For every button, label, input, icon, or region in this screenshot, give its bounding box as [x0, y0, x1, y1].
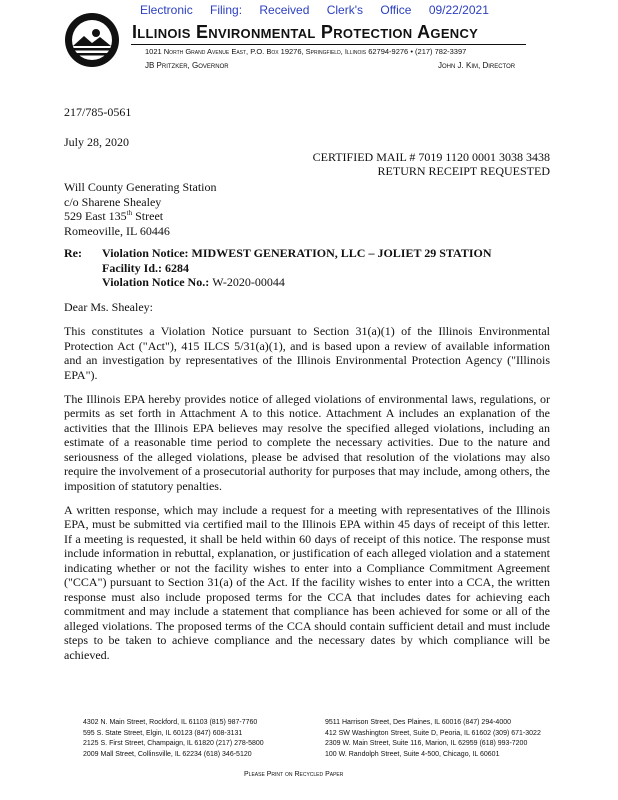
agency-address: 1021 North Grand Avenue East, P.O. Box 19276, Springfield, Illinois 62794-9276 • (217) 782-3397	[145, 47, 467, 56]
street-number: 529 East 135	[64, 209, 127, 223]
footer-offices-right	[325, 718, 541, 760]
salutation: Dear Ms. Shealey:	[64, 300, 153, 314]
letterhead-rule	[131, 44, 526, 45]
paragraph-2: The Illinois EPA hereby provides notice of alleged violations of environmental laws, regulations, or permits as set forth in Attachment A to this notice. Attachment A includes an explanation of the activities that the Illinois EPA believes may resolve the specified alleged violations, including an estimate of a reasonable time period to complete the necessary activities. Due to the nature and seriousness of the alleged violations, please be advised that resolution of the violations may also require the involvement of a prosecutorial authority for purposes that may include, among others, the imposition of statutory penalties.	[64, 391, 550, 493]
office-address: 595 S. State Street, Elgin, IL 60123 (847) 608-3131	[83, 729, 243, 737]
facility-id-value: 6284	[165, 260, 189, 275]
recipient-line	[64, 209, 217, 224]
office-address: 4302 N. Main Street, Rockford, IL 61103 (815) 987-7760	[83, 719, 258, 726]
letter-body	[64, 300, 550, 662]
office-address: 9511 Harrison Street, Des Plaines, IL 60016 (847) 294-4000	[325, 719, 512, 726]
certified-mail: CERTIFIED MAIL # 7019 1120 0001 3038 3438	[312, 150, 550, 164]
street-suffix: Street	[132, 209, 164, 223]
governor-name: JB Pritzker, Governor	[145, 61, 229, 70]
paragraph-1: This constitutes a Violation Notice pursuant to Section 31(a)(1) of the Illinois Environmental Protection Act ("Act"), 415 ILCS 5/31(a)(1), and is based upon a review of available information and an investigation by representatives of the Illinois Environmental Protection Agency ("Illinois EPA").	[64, 324, 550, 382]
agency-name: Illinois Environmental Protection Agency	[132, 22, 479, 42]
phone-number: 217/785-0561	[64, 105, 132, 119]
filing-stamp: Electronic Filing: Received Clerk's Office 09/22/2021	[140, 3, 489, 17]
office-address: 2125 S. First Street, Champaign, IL 61820 (217) 278-5800	[83, 740, 264, 747]
violation-notice-label: Violation Notice No.:	[102, 275, 210, 289]
re-label: Re:	[64, 246, 82, 260]
recycled-paper-note: Please Print on Recycled Paper	[244, 771, 344, 778]
recipient-line: Will County Generating Station	[64, 180, 217, 194]
office-address: 2009 Mall Street, Collinsville, IL 62234 (618) 346-5120	[83, 750, 252, 758]
office-address: 100 W. Randolph Street, Suite 4-500, Chicago, IL 60601	[325, 750, 500, 758]
paragraph-3: A written response, which may include a request for a meeting with representatives of the Illinois EPA, must be submitted via certified mail to the Illinois EPA within 45 days of receipt of this letter. If a meeting is requested, it shall be held within 60 days of receipt of this notice. The response must include information in rebuttal, explanation, or justification of each alleged violation and a statement indicating whether or not the facility wishes to enter into a Compliance Commitment Agreement ("CCA") pursuant to Section 31(a) of the Act. If the facility wishes to enter into a CCA, the written response must also include proposed terms for the CCA that includes dates for achieving each commitment and may include a statement that compliance has been achieved for some or all of the alleged violations. The proposed terms of the CCA should contain sufficient detail and must include steps to be taken to achieve compliance and the necessary dates by which compliance will be achieved.	[64, 502, 550, 662]
facility-id	[102, 261, 492, 276]
ordinal-suffix: th	[126, 209, 133, 217]
footer-offices-left	[83, 718, 264, 760]
re-block	[64, 246, 492, 290]
office-address: 2309 W. Main Street, Suite 116, Marion, IL 62959 (618) 993-7200	[325, 740, 528, 747]
violation-notice-no	[102, 275, 492, 290]
letter-date: July 28, 2020	[64, 135, 130, 149]
director-name: John J. Kim, Director	[438, 61, 516, 70]
office-address: 412 SW Washington Street, Suite D, Peoria, IL 61602 (309) 671-3022	[325, 729, 541, 737]
facility-id-label: Facility Id.:	[102, 260, 162, 275]
illinois-epa-logo	[64, 12, 120, 68]
recipient-address	[64, 180, 217, 238]
re-subject: Violation Notice: MIDWEST GENERATION, LLC – JOLIET 29 STATION	[102, 246, 492, 260]
recipient-line: Romeoville, IL 60446	[64, 223, 170, 238]
return-receipt: RETURN RECEIPT REQUESTED	[377, 164, 550, 178]
violation-notice-value: W-2020-00044	[212, 275, 285, 289]
recipient-line: c/o Sharene Shealey	[64, 194, 162, 209]
